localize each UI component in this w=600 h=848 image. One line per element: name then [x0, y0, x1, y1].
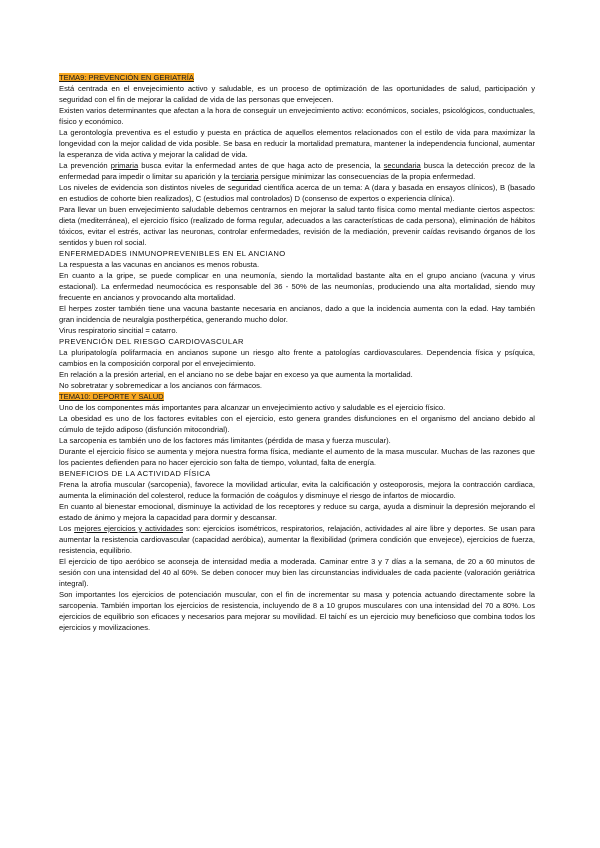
- tema10-paragraph-6: En cuanto al bienestar emocional, disminuye la actividad de los receptores y reduce su carga, ayuda a disminuir la depresión mejorando el estado de ánimo y mejora la capacidad para dormir y descansar.: [59, 502, 535, 522]
- tema9-paragraph-12: En relación a la presión arterial, en el anciano no se debe bajar en exceso ya que aumenta la mortalidad.: [59, 370, 413, 379]
- tema9-paragraph-7: La respuesta a las vacunas en ancianos es menos robusta.: [59, 260, 260, 269]
- tema10-subheading-beneficios: BENEFICIOS DE LA ACTIVIDAD FÍSICA: [59, 469, 211, 478]
- tema10-paragraph-4: Durante el ejercicio físico se aumenta y mejora nuestra forma física, mediante el aumento de la masa muscular. Muchas de las razones que los pacientes defienden para no hacer ejercicio son falta de tiempo, voluntad, falta de energía.: [59, 447, 535, 467]
- tema9-subheading-inmunoprevenibles: ENFERMEDADES INMUNOPREVENIBLES EN EL ANCIANO: [59, 249, 286, 258]
- tema9-paragraph-13: No sobretratar y sobremedicar a los ancianos con fármacos.: [59, 381, 263, 390]
- tema9-heading: TEMA9: PREVENCIÓN EN GERIATRÍA: [59, 73, 194, 82]
- tema10-paragraph-8: El ejercicio de tipo aeróbico se aconseja de intensidad media a moderada. Caminar entre 3 y 7 días a la semana, de 20 a 60 minutos de sesión con una intensidad del 40 al 60%. Se deben conocer muy bien las circunstancias individuales de cada paciente (valoración geriátrica integral).: [59, 557, 535, 588]
- tema9-paragraph-9: El herpes zoster también tiene una vacuna bastante necesaria en ancianos, dado a que la incidencia aumenta con la edad. Hay también gran incidencia de neuralgia postherpética, generando mucho dolor.: [59, 304, 535, 324]
- tema9-paragraph-8: En cuanto a la gripe, se puede complicar en una neumonía, siendo la mortalidad bastante alta en el grupo anciano (vacuna y virus estacional). La enfermedad neumocócica es responsable del 36 - 50% de las neumonías, produciendo una alta mortalidad, siendo muy frecuente en ancianos y provocando alta mortalidad.: [59, 271, 535, 302]
- tema9-subheading-cardiovascular: PREVENCIÓN DEL RIESGO CARDIOVASCULAR: [59, 337, 244, 346]
- tema9-paragraph-10: Virus respiratorio sincitial = catarro.: [59, 326, 178, 335]
- tema10-paragraph-1: Uno de los componentes más importantes para alcanzar un envejecimiento activo y saludable es el ejercicio físico.: [59, 403, 446, 412]
- tema9-paragraph-1: Está centrada en el envejecimiento activo y saludable, es un proceso de optimización de las oportunidades de salud, participación y seguridad con el fin de mejorar la calidad de vida de las personas que envejecen.: [59, 84, 535, 104]
- tema9-paragraph-6: Para llevar un buen envejecimiento saludable debemos centrarnos en mejorar la salud tanto física como mental mediante ciertos aspectos: dieta (mediterránea), el ejercicio físico (realizado de forma regular, adecuados a las características de cada persona), eliminación de hábitos tóxicos, evitar el estrés, activar las neuronas, controlar enfermedades, revisión de la mediación, prevenir caídas revisando órganos de los sentidos y buen rol social.: [59, 205, 535, 247]
- tema10-paragraph-9: Son importantes los ejercicios de potenciación muscular, con el fin de incrementar su masa y potencia actuando directamente sobre la sarcopenia. También importan los ejercicios de resistencia, incluyendo de 8 a 10 grupos musculares con una intensidad del 70 a 80%. Los ejercicios de equilibrio son eficaces y necesarios para mejorar su movilidad. El taichí es un ejercicio muy beneficioso que combina todos los ejercicios y movilizaciones.: [59, 590, 535, 632]
- tema10-heading: TEMA10: DEPORTE Y SALUD: [59, 392, 164, 401]
- tema10-paragraph-5: Frena la atrofia muscular (sarcopenia), favorece la movilidad articular, evita la calcificación y osteoporosis, mejora la contracción cardiaca, aumenta la eliminación del colesterol, reduce la formación de coágulos y disminuye el riesgo de infartos de miocardio.: [59, 480, 535, 500]
- tema9-paragraph-2: Existen varios determinantes que afectan a la hora de conseguir un envejecimiento activo: económicos, sociales, psicológicos, conductuales, físico y económico.: [59, 106, 535, 126]
- tema10-paragraph-7: Los mejores ejercicios y actividades son: ejercicios isométricos, respiratorios, relajación, actividades al aire libre y deportes. Se usan para aumentar la resistencia cardiovascular (capacidad aeróbica), aumentar la flexibilidad (primera condición que envejece), ejercicios de fuerza, resistencia, equilibrio.: [59, 524, 535, 555]
- tema10-paragraph-3: La sarcopenia es también uno de los factores más limitantes (pérdida de masa y fuerza muscular).: [59, 436, 391, 445]
- tema9-paragraph-11: La pluripatología polifarmacia en ancianos supone un riesgo alto frente a patologías cardiovasculares. Dependencia física y psíquica, cambios en la composición corporal por el envejecimiento.: [59, 348, 535, 368]
- tema9-paragraph-3: La gerontología preventiva es el estudio y puesta en práctica de aquellos elementos relacionados con el estilo de vida para maximizar la longevidad con la mejor calidad de vida posible. Se basa en reducir la mortalidad prematura, mantener la independencia funcional, aumentar la esperanza de vida activa y mejorar la calidad de vida.: [59, 128, 535, 159]
- tema9-paragraph-4: La prevención primaria busca evitar la enfermedad antes de que haga acto de presencia, la secundaria busca la detección precoz de la enfermedad para impedir o limitar su aparición y la terciaria persigue minimizar las consecuencias de la propia enfermedad.: [59, 161, 535, 181]
- document-page: [59, 72, 535, 633]
- tema9-paragraph-5: Los niveles de evidencia son distintos niveles de seguridad científica acerca de un tema: A (dara y basada en ensayos clínicos), B (basado en estudios de cohorte bien realizados), C (estudios mal controlados) D (consenso de expertos o experiencia clínica).: [59, 183, 535, 203]
- tema10-paragraph-2: La obesidad es uno de los factores evitables con el ejercicio, esto genera grandes disfunciones en el organismo del anciano debido al cúmulo de tejido adiposo (disfunción mitocondrial).: [59, 414, 535, 434]
